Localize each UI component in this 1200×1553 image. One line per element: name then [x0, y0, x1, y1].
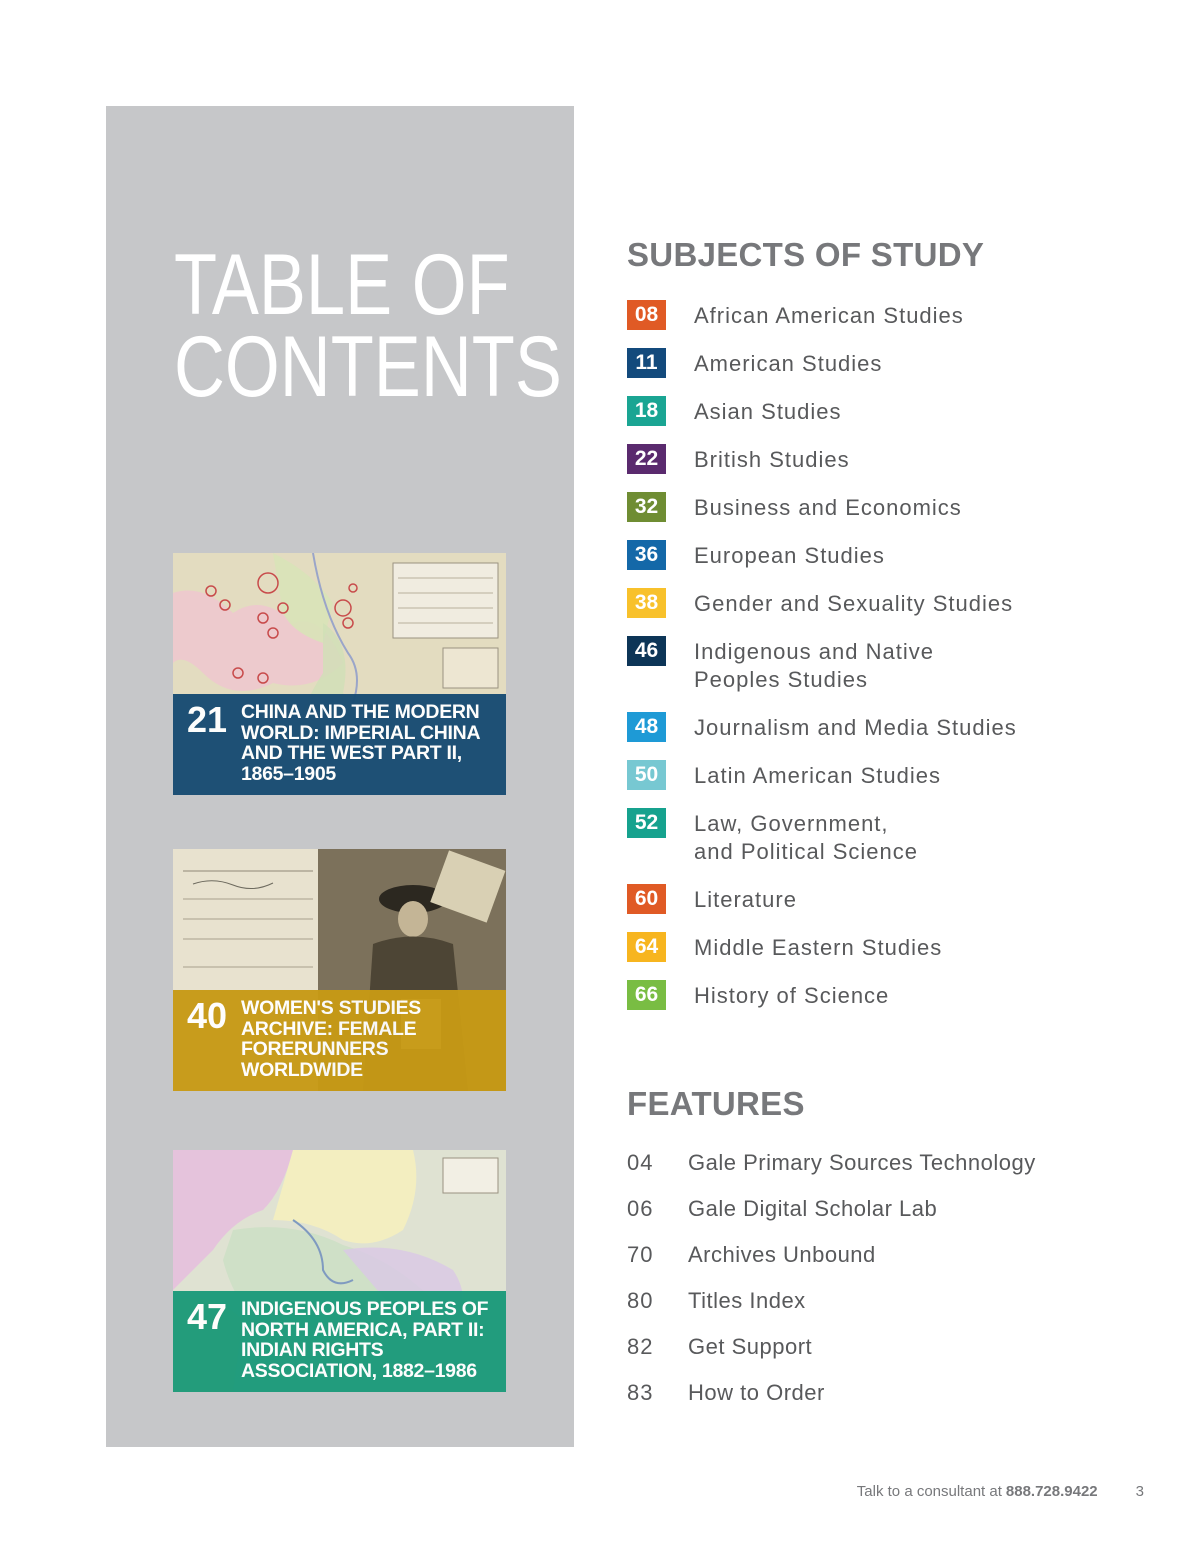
- card-caption: [173, 694, 506, 795]
- feature-label: Archives Unbound: [688, 1242, 876, 1267]
- feature-label: Titles Index: [688, 1288, 806, 1313]
- subject-item[interactable]: [627, 636, 1147, 694]
- feature-page-number: 06: [627, 1196, 654, 1221]
- footer-phone[interactable]: 888.728.9422: [1005, 1483, 1098, 1500]
- subject-item[interactable]: [627, 588, 1147, 618]
- feature-item[interactable]: [627, 1378, 1036, 1424]
- subjects-heading: SUBJECTS OF STUDY: [627, 236, 985, 273]
- subject-label: African American Studies: [694, 303, 964, 328]
- subject-page-badge: 50: [627, 760, 666, 790]
- subject-page-badge: 11: [627, 348, 666, 378]
- feature-item[interactable]: [627, 1286, 1036, 1332]
- subject-label: American Studies: [694, 351, 883, 376]
- card-page-number: 47: [187, 1296, 228, 1337]
- subject-label: European Studies: [694, 543, 885, 568]
- featured-card-womens-studies[interactable]: [173, 849, 506, 1091]
- subject-page-badge: 18: [627, 396, 666, 426]
- subject-label: Latin American Studies: [694, 763, 942, 788]
- subject-label-line: and Political Science: [694, 839, 919, 864]
- subject-page-badge: 08: [627, 300, 666, 330]
- featured-card-china[interactable]: [173, 553, 506, 795]
- subject-item[interactable]: [627, 884, 1147, 914]
- subject-label: Middle Eastern Studies: [694, 935, 943, 960]
- subject-page-badge: 32: [627, 492, 666, 522]
- subject-item[interactable]: [627, 396, 1147, 426]
- feature-label: How to Order: [688, 1380, 825, 1405]
- card-page-number: 40: [187, 995, 228, 1036]
- feature-page-number: 82: [627, 1334, 654, 1359]
- subject-label: [694, 636, 934, 694]
- feature-label: Gale Primary Sources Technology: [688, 1150, 1036, 1175]
- subject-item[interactable]: [627, 808, 1147, 866]
- subject-label: Literature: [694, 887, 797, 912]
- page-number: 3: [1135, 1483, 1144, 1500]
- footer-text: Talk to a consultant at: [856, 1483, 1002, 1500]
- features-list: [627, 1148, 1036, 1424]
- card-page-number: 21: [187, 699, 228, 740]
- subject-item[interactable]: [627, 712, 1147, 742]
- left-panel: [106, 106, 574, 1447]
- subject-item[interactable]: [627, 932, 1147, 962]
- subject-label: Business and Economics: [694, 495, 962, 520]
- subject-page-badge: 66: [627, 980, 666, 1010]
- subject-label-line: Law, Government,: [694, 811, 889, 836]
- subject-page-badge: 48: [627, 712, 666, 742]
- card-title: INDIGENOUS PEOPLES OF NORTH AMERICA, PART II: INDIAN RIGHTS ASSOCIATION, 1882–1986: [241, 1298, 489, 1382]
- subject-item[interactable]: [627, 492, 1147, 522]
- feature-item[interactable]: [627, 1332, 1036, 1378]
- card-title: CHINA AND THE MODERN WORLD: IMPERIAL CHINA AND THE WEST PART II, 1865–1905: [241, 701, 480, 785]
- card-caption: [173, 1291, 506, 1392]
- feature-item[interactable]: [627, 1148, 1036, 1194]
- feature-item[interactable]: [627, 1194, 1036, 1240]
- subject-label-line: Indigenous and Native: [694, 639, 934, 664]
- subject-page-badge: 22: [627, 444, 666, 474]
- subject-page-badge: 64: [627, 932, 666, 962]
- feature-page-number: 04: [627, 1150, 654, 1175]
- subject-page-badge: 46: [627, 636, 666, 666]
- subject-item[interactable]: [627, 760, 1147, 790]
- feature-label: Get Support: [688, 1334, 813, 1359]
- card-title: WOMEN'S STUDIES ARCHIVE: FEMALE FORERUNNERS WORLDWIDE: [241, 997, 421, 1081]
- subject-item[interactable]: [627, 980, 1147, 1010]
- feature-page-number: 83: [627, 1380, 654, 1405]
- feature-label: Gale Digital Scholar Lab: [688, 1196, 938, 1221]
- subject-label: Asian Studies: [694, 399, 842, 424]
- subject-item[interactable]: [627, 444, 1147, 474]
- featured-card-indigenous-peoples[interactable]: [173, 1150, 506, 1392]
- subject-label: Gender and Sexuality Studies: [694, 591, 1014, 616]
- page-title: [174, 237, 562, 415]
- card-caption: [173, 990, 506, 1091]
- subjects-list: [627, 300, 1147, 1028]
- page-title-line-1: TABLE OF: [174, 237, 510, 333]
- page-footer: [857, 1483, 1144, 1500]
- feature-page-number: 70: [627, 1242, 654, 1267]
- subject-label: [694, 808, 918, 866]
- subject-item[interactable]: [627, 300, 1147, 330]
- subject-item[interactable]: [627, 348, 1147, 378]
- subject-label: Journalism and Media Studies: [694, 715, 1017, 740]
- page-title-line-2: CONTENTS: [174, 319, 562, 415]
- subject-item[interactable]: [627, 540, 1147, 570]
- subject-page-badge: 36: [627, 540, 666, 570]
- feature-item[interactable]: [627, 1240, 1036, 1286]
- features-heading: FEATURES: [627, 1085, 805, 1122]
- subject-label: British Studies: [694, 447, 850, 472]
- subject-label-line: Peoples Studies: [694, 667, 868, 692]
- subject-page-badge: 52: [627, 808, 666, 838]
- subject-page-badge: 38: [627, 588, 666, 618]
- subject-label: History of Science: [694, 983, 890, 1008]
- subject-page-badge: 60: [627, 884, 666, 914]
- feature-page-number: 80: [627, 1288, 654, 1313]
